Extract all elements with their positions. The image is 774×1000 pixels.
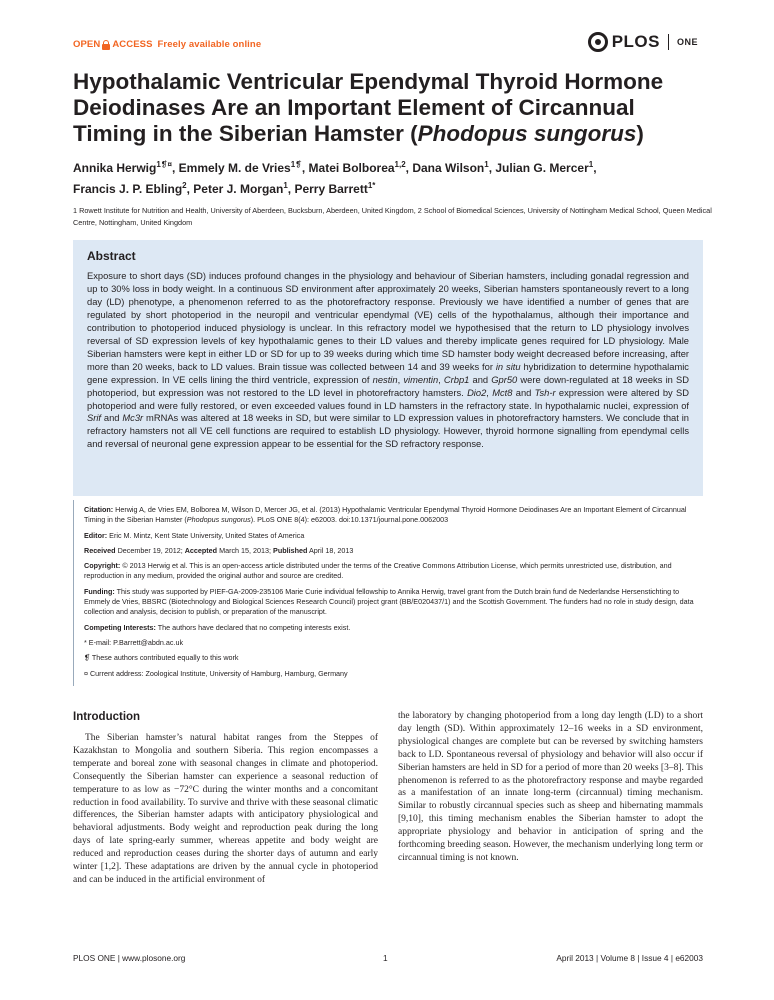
meta-left-rule (73, 500, 74, 686)
plos-one-logo (588, 32, 698, 52)
author: Annika Herwig$^{1❡¤}$ (73, 160, 172, 175)
open-label: OPEN (73, 39, 101, 50)
page-number: 1 (383, 953, 388, 963)
author: Emmely M. de Vries$^{1❡}$ (178, 160, 302, 175)
author: Julian G. Mercer$^1$ (495, 160, 594, 175)
author: Peter J. Morgan$^1$ (193, 181, 288, 196)
title-species: Phodopus sungorus (417, 121, 637, 146)
author: Francis J. P. Ebling$^2$ (73, 181, 187, 196)
citation: Citation: Herwig A, de Vries EM, Bolborea M, Wilson D, Mercer JG, et al. (2013) Hypothalamic Ventricular Ependymal Thyroid Hormone Deiodinases Are an Important Element of Circannual Timing in the Siberian Hamster (Phodopus sungorus). PLoS ONE 8(4): e62003. doi:10.1371/journal.pone.0062003 (84, 505, 687, 525)
lock-icon (102, 40, 110, 50)
competing-interests: Competing Interests: The authors have declared that no competing interests exist. (84, 622, 351, 632)
dates: Received December 19, 2012; Accepted March 15, 2013; Published April 18, 2013 (84, 545, 354, 555)
abstract-box (73, 240, 703, 496)
abstract-text: Exposure to short days (SD) induces profound changes in the physiology and behaviour of Siberian hamsters, including gonadal regression and up to 30% loss in body weight. In a continuous SD environment after approximately 20 weeks, Siberian hamsters spontaneously revert to a long day (LD) phenotype, a phenomenon referred to as the photorefractory response. Previously we have identified a number of genes that are regulated by short photoperiod in the neuropil and ventricular ependymal (VE) cells of the hypothalamus, although their importance and contribution to photoperiod induced physiology is unclear. In this refractory model we hypothesised that the return to LD physiology involves reversal of SD expression levels of key hypothalamic genes to their LD values and thereby implicate genes required for LD physiology. Male Siberian hamsters were kept in either LD or SD for up to 39 weeks during which time SD hamster body weight decreased before increasing, after more than 20 weeks, back to LD values. Brain tissue was collected between 14 and 39 weeks for in situ hybridization to determine hypothalamic gene expression. In VE cells lining the third ventricle, expression of nestin, vimentin, Crbp1 and Gpr50 were down-regulated at 18 weeks in SD photoperiod, but expression was not restored to the LD level in photorefractory hamsters. Dio2, Mct8 and Tsh-r expression were altered by SD photoperiod and were fully restored, or even exceeded values found in LD hamsters in the refractory state. In hypothalamic nuclei, expression of Srif and Mc3r mRNAs was altered at 18 weeks in SD, but were similar to LD expression values in photorefractory hamsters. We conclude that in refractory hamsters not all VE cell functions are required to establish LD physiology. However, thyroid hormone signalling from ependymal cells and reversal of neuronal gene expression appear to be essential for the SD refractory response. (87, 271, 689, 450)
intro-heading: Introduction (73, 711, 141, 723)
freely-available-label: Freely available online (157, 39, 262, 50)
body-column-right (398, 710, 703, 865)
intro-paragraph-right: the laboratory by changing photoperiod from a long day length (LD) to a short day length (SD). Within approximately 12–16 weeks in a SD environment, physiological changes are complete but can be reversed by switching hamsters back to LD. Spontaneous reversal of physiology and behavior will also occur if Siberian hamsters are held in SD for a period of more than 20 weeks [3–8]. This phenomenon is referred to as the photorefractory response and maybe regarded as a manifestation of an innate long-term (circannual) timing mechanism. Similar to robustly circannual species such as sheep and hibernating mammals [9,10], this timing mechanism enables the Siberian hamster to adopt the appropriate physiology and behavior in anticipation of spring and the forthcoming breeding season. However, the mechanism underlying long term or circannual timing is not known. (398, 711, 703, 863)
abstract-heading: Abstract (87, 249, 136, 263)
plos-wordmark: PLOS (611, 32, 660, 51)
author: Perry Barrett$^{1*}$ (294, 181, 376, 196)
footer-journal: PLOS ONE | www.plosone.org (73, 953, 186, 963)
plos-logo-icon (588, 32, 608, 52)
intro-paragraph-left: The Siberian hamster’s natural habitat ranges from the Steppes of Kazakhstan to Mongolia and southern Siberia. This region encompasses a temperate and boreal zone with seasonal changes in climate and photoperiod. Consequently the Siberian hamster can experience a seasonal reduction of temperature to as low as −72°C during the winter months and a concomitant reduction in food availability. To survive and thrive with these seasonal climatic differences, the Siberian hamster adapts with anticipatory physiological and behavioral adjustments. Body weight and reproduction peak during the long days of late spring-early summer, whereas appetite and body weight are reduced and reproduction ceases during the shorter days of autumn and early winter [1,2]. These adaptations are driven by the annual cycle in photoperiod and can be induced in the artificial environment of (73, 733, 378, 885)
author-list: Annika Herwig$^{1❡¤}$, Emmely M. de Vries$^{1❡}$, Matei Bolborea$^{1,2}$, Dana Wilson$^1$, Julian G. Mercer$^1$, Francis J. P. Ebling$^2$, Peter J. Morgan$^1$, Perry Barrett$^{1*}$ (73, 160, 597, 196)
footer-issue: April 2013 | Volume 8 | Issue 4 | e62003 (556, 953, 703, 963)
page-footer (73, 953, 703, 963)
equal-contribution: ❡ These authors contributed equally to this work (84, 653, 239, 663)
title-close: ) (636, 121, 644, 146)
one-wordmark: ONE (676, 37, 698, 47)
copyright: Copyright: © 2013 Herwig et al. This is an open-access article distributed under the terms of the Creative Commons Attribution License, which permits unrestricted use, distribution, and reproduction in any medium, provided the original author and source are credited. (84, 561, 672, 581)
current-address: ¤ Current address: Zoological Institute, University of Hamburg, Hamburg, Germany (84, 668, 348, 678)
open-access-banner (73, 39, 261, 50)
body-column-left (73, 710, 378, 887)
corresponding-email: * E-mail: P.Barrett@abdn.ac.uk (84, 637, 184, 647)
article-title (73, 69, 713, 147)
logo-divider (668, 34, 669, 50)
funding: Funding: This study was supported by PIEF-GA-2009-235106 Marie Curie individual fellowship to Annika Herwig, travel grant from the Dutch brain fund de Nederlandse Hersenstichting to Emmely de Vries, BBSRC (Biotechnology and Biological Sciences Research Council) project grant (BB/E020437/1) and the Scottish Government. The funders had no role in study design, data collection and analysis, decision to publish, or preparation of the manuscript. (84, 586, 694, 617)
affiliations: 1 Rowett Institute for Nutrition and Health, University of Aberdeen, Bucksburn, Aberdeen, United Kingdom, 2 School of Biomedical Sciences, University of Nottingham Medical School, Queen Medical Centre, Nottingham, United Kingdom (73, 206, 712, 227)
article-metadata (84, 505, 704, 684)
author: Matei Bolborea$^{1,2}$ (308, 160, 406, 175)
author: Dana Wilson$^1$ (412, 160, 489, 175)
access-label: ACCESS (112, 39, 153, 50)
editor: Editor: Eric M. Mintz, Kent State University, United States of America (84, 530, 305, 540)
title-text: Hypothalamic Ventricular Ependymal Thyroid Hormone Deiodinases Are an Important Element of Circannual Timing in the Siberian Hamster ( (73, 69, 664, 146)
